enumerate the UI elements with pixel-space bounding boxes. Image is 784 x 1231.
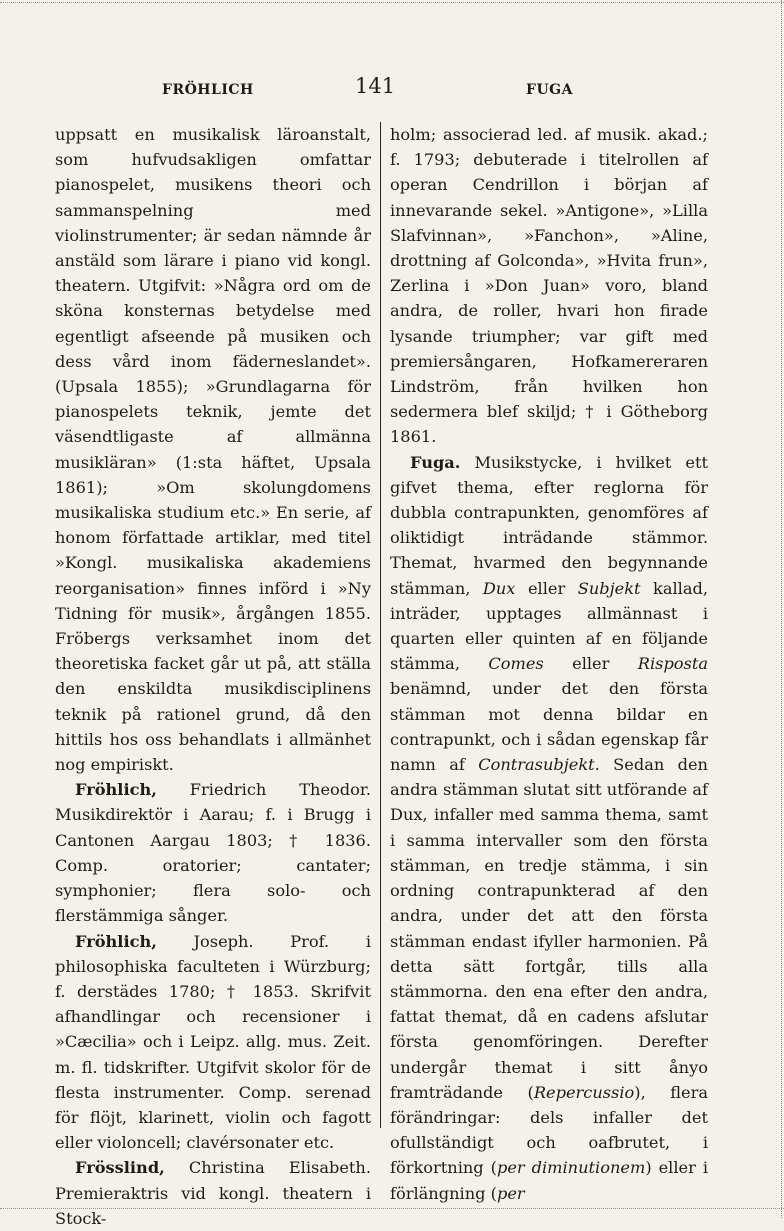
- entry-headword: Fröhlich,: [75, 780, 157, 800]
- right-edge-rule: [779, 0, 782, 1218]
- column-divider: [380, 122, 381, 1128]
- right-column: [390, 122, 708, 1206]
- entry-text: Sedan den andra stämman slutat sitt utförande af Dux, infaller med samma thema, samt i samma intervaller som den första stämman, en tredje stämma, i sin ordning contrapunkterad af den andra, under det att den första stämman endast ifyller harmonien. På detta sätt fortgår, tills alla stämmorna. den ena efter den andra, fattat themat, då en cadens afslutar första genomföringen. Derefter undergår themat i sitt ånyo framträdande (: [390, 755, 708, 1102]
- entry-frosslind: [55, 1155, 371, 1231]
- entry-text: eller: [543, 654, 638, 674]
- term-subjekt: Subjekt: [577, 578, 641, 598]
- entry-body: Friedrich Theodor. Musikdirektör i Aarau; f. i Brugg i Cantonen Aargau 1803; † 1836. Comp. oratorier; cantater; symphonier; flera solo- och flerstämmiga sånger.: [55, 780, 371, 926]
- entry-text: ) eller i förlängning (: [390, 1158, 708, 1203]
- entry-text: benämnd, under det den första stämman mot denna bildar en contrapunkt, och i sådan egenskap får namn af: [390, 679, 708, 775]
- entry-body: Joseph. Prof. i philosophiska faculteten i Würzburg; f. derstädes 1780; † 1853. Skrifvit afhandlingar och recensioner i »Cæcilia» och i Leipz. allg. mus. Zeit. m. fl. tidskrifter. Utgifvit skolor för de flesta instrumenter. Comp. serenad för flöjt, klarinett, violin och fagott eller violoncell; clavérsonater etc.: [55, 931, 371, 1153]
- running-header: [0, 74, 784, 104]
- entry-headword: Frösslind,: [75, 1158, 165, 1178]
- entry-headword: Fröhlich,: [75, 931, 157, 951]
- term-risposta: Risposta: [637, 654, 709, 674]
- continuation-paragraph: uppsatt en musikalisk läroanstalt, som hufvudsakligen omfattar pianospelet, musikens theori och sammanspelning med violinstrumenter; är sedan nämnde år anstäld som lärare i piano vid kongl. theatern. Utgifvit: »Några ord om de sköna konsternas betydelse med egentligt afseende på musiken och dess vård inom fäderneslandet». (Upsala 1855); »Grundlagarna för pianospelets teknik, jemte det väsendtligaste af allmänna musikläran» (1:sta häftet, Upsala 1861); »Om skolungdomens musikaliska studium etc.» En serie, af honom författade artiklar, med titel »Kongl. musikaliska akademiens reorganisation» finnes införd i »Ny Tidning för musik», årgången 1855. Fröbergs verksamhet inom det theoretiska facket går ut på, att ställa den enskildta musikdisciplinens teknik på rationel grund, då den hittils hos oss behandlats i allmänhet nog empiriskt.: [55, 125, 371, 775]
- entry-frohlich-joseph: [55, 929, 371, 1156]
- entry-headword: Fuga.: [410, 452, 461, 472]
- entry-text: ), flera förändringar: dels infaller det ofullständigt och oafbrutet, i förkortning (: [390, 1082, 709, 1178]
- entry-text: Musikstycke, i hvilket ett gifvet thema, efter reglorna för dubbla contrapunkten, genomföres af oliktidigt inträdande stämmor. Themat, hvarmed den begynnande stämman,: [390, 452, 708, 598]
- top-rule: [0, 2, 784, 4]
- term-contrasubjekt: Contrasubjekt.: [478, 755, 600, 775]
- entry-body: Christina Elisabeth. Premieraktris vid kongl. theatern i Stock-: [55, 1158, 371, 1228]
- term-dux: Dux: [482, 578, 516, 598]
- entry-fuga: [390, 450, 708, 1206]
- continuation-paragraph: holm; associerad led. af musik. akad.; f. 1793; debuterade i titelrollen af operan Cendrillon i början af innevarande sekel. »Antigone», »Lilla Slafvinnan», »Fanchon», »Aline, drottning af Golconda», »Hvita frun», Zerlina i »Don Juan» voro, bland andra, de roller, hvari hon firade lysande triumpher; var gift med premiersångaren, Hofkamereraren Lindström, från hvilken hon sedermera blef skiljd; † i Götheborg 1861.: [390, 125, 708, 447]
- term-per: per: [496, 1183, 525, 1203]
- entry-frohlich-friedrich: [55, 777, 371, 928]
- header-left-term: FRÖHLICH: [162, 82, 254, 98]
- header-right-term: FUGA: [526, 82, 573, 98]
- term-repercussio: Repercussio: [533, 1082, 635, 1102]
- term-per-diminutionem: per diminutionem: [496, 1158, 646, 1178]
- entry-text: eller: [515, 578, 578, 598]
- page-number: 141: [355, 74, 396, 98]
- entry-text: kallad, inträder, upptages allmännast i quarten eller quinten af en följande stämma,: [390, 578, 709, 674]
- left-column: [55, 122, 371, 1231]
- term-comes: Comes: [488, 654, 544, 674]
